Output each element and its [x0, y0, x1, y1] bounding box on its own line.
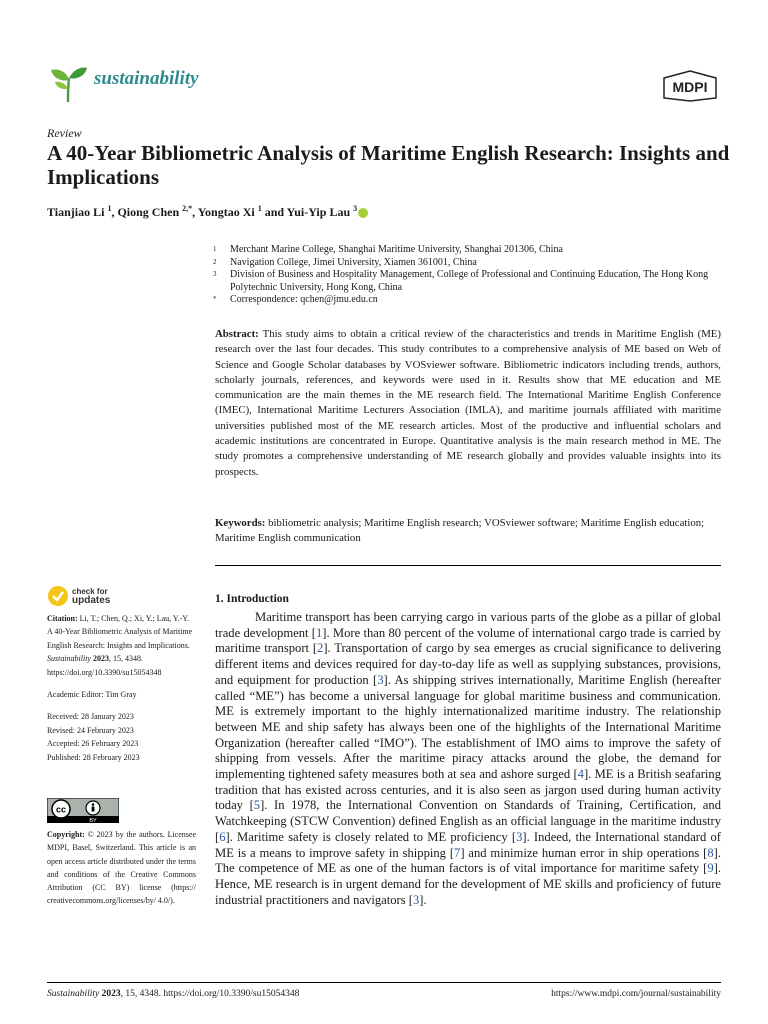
copyright-text: © 2023 by the authors. Licensee MDPI, Basel, Switzerland. This article is an open access article distributed under the terms and conditions of the Creative Commons Attribution (CC BY) license (https:// creativecommons.org/licenses/by/ 4.0/). [47, 830, 197, 906]
sustainability-plant-logo-icon [47, 62, 89, 104]
section-heading-introduction: 1. Introduction [215, 593, 289, 605]
citation-year: 2023 [93, 654, 109, 664]
received-date: Received: 28 January 2023 [47, 712, 134, 722]
section-divider [215, 565, 721, 566]
svg-text:cc: cc [55, 804, 67, 815]
abstract-label: Abstract: [215, 328, 259, 340]
author-list: Tianjiao Li $^1$, Qiong Chen $^{2,*}$, Yongtao Xi $^1$ and Yui-Yip Lau $^3$ [47, 204, 368, 220]
intro-text: ]. In 1978, the International Convention on Standards of Training, Certification, and Watchkeeping (STCW Convention) defined English as an official language in the maritime industry [ [215, 798, 721, 844]
affiliation-number: 1 [213, 245, 217, 253]
intro-text: ]. ME is a British seafaring tradition that has existed across centuries, and it is also seen as jargon used during human activity today [ [215, 767, 721, 813]
intro-text: ] and minimize human error in ship operations [ [460, 845, 708, 860]
correspondence-text[interactable]: Correspondence: qchen@jmu.edu.cn [230, 294, 378, 305]
sidebar-info [47, 612, 195, 764]
citation-block [47, 612, 195, 679]
check-for-updates-badge[interactable] [47, 585, 110, 607]
affiliation-number: 3 [213, 270, 217, 278]
footer-doi[interactable]: , 15, 4348. https://doi.org/10.3390/su15054348 [120, 989, 300, 999]
article-type: Review [47, 126, 82, 140]
author-name[interactable]: Yongtao Xi [197, 205, 255, 219]
check-updates-icon [47, 585, 69, 607]
footer-year: 2023 [101, 989, 121, 999]
intro-text: ]. Transportation of cargo by sea emerges as crucial significance to delivering different items and devices required for day-to-day life as well as supplying substances, provisions, and equipment for production [ [215, 641, 721, 687]
abstract-text: This study aims to obtain a critical review of the characteristics and trends in Maritime English (ME) research over the last four decades. This study contributes to a comprehensive analysis of ME based on Web of Science and Google Scholar databases by VOSviewer software. Bibliometric indicators including trends, authors, scholarly journals, references, and keywords were used in it. Results show that ME education and ME communication are the main themes in the ME research field. The International Maritime English Conference (IMEC), International Maritime Lecturers Association (IMLA), and maritime journals affiliated with maritime universities published most of the ME research articles. Most of the productive and influential scholars and academic institutions are concentrated in Europe. Quantitative analysis is the main research method in ME. The study promotes a comprehensive understanding of ME research globally and provides valuable insights into its prospects. [215, 328, 721, 478]
keywords-label: Keywords: [215, 517, 266, 529]
intro-text: ]. As shipping strives internationally, Maritime English (hereafter called “ME”) has become a universal language for global maritime business and communication. ME is extremely important to the highly internationalized maritime industry. The relationship between ME and ship safety has always been one of the highlights of the International Maritime Organization (hereafter called “IMO”). The establishment of IMO aims to improve the safety of shipping from vessels. After the maritime piracy attacks around the globe, the demand for implementing tightened safety measures both at sea and ashore surged [ [215, 672, 721, 782]
academic-editor: Academic Editor: Tim Gray [47, 690, 137, 700]
citation-link[interactable]: 2 [317, 641, 324, 656]
keywords-text: bibliometric analysis; Maritime English research; VOSviewer software; Maritime English education; Maritime English communication [215, 517, 705, 545]
intro-text: ]. Indeed, the International standard of ME is a means to improve safety in shipping [ [215, 829, 721, 860]
affiliation-number: * [213, 295, 217, 303]
citation-link[interactable]: 1 [316, 625, 323, 640]
check-updates-line1: check for [72, 587, 108, 596]
article-title: A 40-Year Bibliometric Analysis of Maritime English Research: Insights and Implications [47, 141, 730, 189]
introduction-paragraph [215, 610, 721, 908]
citation-label: Citation: [47, 614, 78, 623]
affiliation-text: Division of Business and Hospitality Management, College of Professional and Continuing Education, The Hong Kong Polytechnic University, Hong Kong, China [230, 269, 709, 293]
copyright-notice [47, 828, 196, 908]
author-affil-sup: 1 [107, 204, 112, 213]
intro-text: ]. Maritime safety is closely related to ME proficiency [ [225, 829, 517, 844]
mdpi-logo-text: MDPI [672, 79, 708, 95]
cc-by-label: BY [89, 818, 97, 823]
footer-journal: Sustainability [47, 989, 100, 999]
citation-text: Li, T.; Chen, Q.; Xi, Y.; Lau, Y.-Y. A 40-Year Bibliometric Analysis of Maritime English Research: Insights and Implications. [47, 614, 193, 650]
intro-text: ]. The competence of ME as one of the human factors is of vital importance for maritime safety [ [215, 845, 721, 876]
author-name[interactable]: Qiong Chen [117, 205, 180, 219]
cc-by-license-icon[interactable] [47, 798, 119, 823]
author-name[interactable]: Tianjiao Li [47, 205, 105, 219]
accepted-date: Accepted: 26 February 2023 [47, 739, 139, 749]
affiliations [213, 244, 733, 307]
published-date: Published: 28 February 2023 [47, 752, 140, 762]
author-affil-sup: 2,* [182, 204, 193, 213]
citation-link[interactable]: 8 [707, 845, 714, 860]
author-affil-sup: 3 [353, 204, 358, 213]
mdpi-logo-icon [661, 70, 719, 102]
check-updates-line2: updates [72, 595, 111, 606]
intro-text: ]. [419, 892, 427, 907]
citation-link[interactable]: 6 [219, 829, 226, 844]
intro-text: ]. Hence, ME research is in urgent demand for the development of ME skills and proficiency of future industrial practitioners and navigators [ [215, 861, 721, 907]
affiliation-row [213, 257, 733, 270]
author-name[interactable]: Yui-Yip Lau [286, 205, 351, 219]
revised-date: Revised: 24 February 2023 [47, 725, 134, 735]
copyright-label: Copyright: [47, 830, 85, 839]
affiliation-text: Navigation College, Jimei University, Xiamen 361001, China [230, 256, 477, 268]
affiliation-row [213, 269, 733, 294]
orcid-icon[interactable] [358, 208, 368, 218]
affiliation-number: 2 [213, 257, 217, 266]
affiliation-row [213, 244, 733, 257]
citation-doi[interactable]: , 15, 4348. https://doi.org/10.3390/su15054348 [47, 654, 162, 677]
citation-link[interactable]: 3 [516, 829, 523, 844]
citation-link[interactable]: 5 [253, 798, 261, 813]
citation-link[interactable]: 4 [577, 767, 584, 782]
abstract [215, 327, 721, 480]
affiliation-text: Merchant Marine College, Shanghai Maritime University, Shanghai 201306, China [230, 244, 563, 255]
journal-name: sustainability [94, 68, 199, 89]
footer-divider [47, 982, 721, 983]
footer-journal-url[interactable]: https://www.mdpi.com/journal/sustainability [551, 989, 721, 999]
citation-link[interactable]: 3 [412, 892, 420, 907]
intro-text: ]. More than 80 percent of the volume of international cargo trade is carried by maritime transport [ [215, 625, 721, 656]
affiliation-row [213, 294, 733, 307]
citation-link[interactable]: 9 [707, 861, 714, 876]
citation-link[interactable]: 7 [454, 845, 461, 860]
footer-citation [47, 989, 299, 999]
author-affil-sup: 1 [257, 204, 262, 213]
keywords [215, 516, 721, 547]
intro-text: Maritime transport has been carrying cargo in various parts of the globe as a pillar of global trade development [ [215, 610, 721, 640]
citation-journal: Sustainability [47, 654, 91, 664]
citation-link[interactable]: 3 [377, 672, 384, 687]
